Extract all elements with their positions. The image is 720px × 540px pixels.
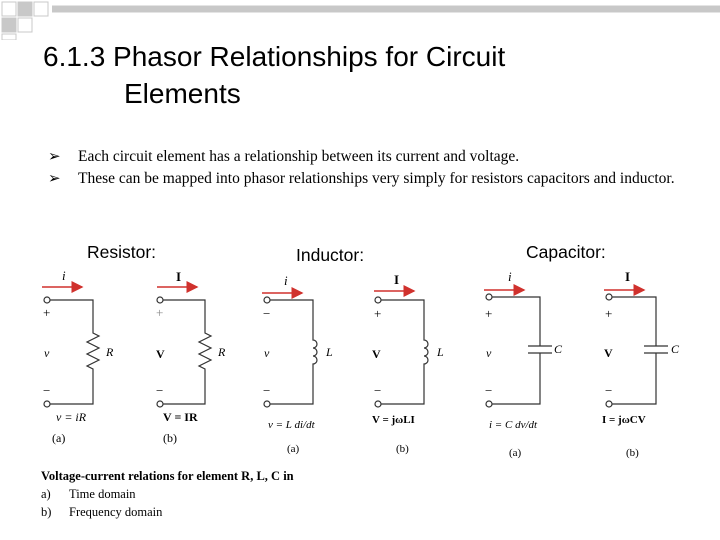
caption-item	[41, 503, 294, 521]
title-line-1: 6.1.3 Phasor Relationships for Circuit	[43, 41, 506, 72]
element-symbol: R	[218, 345, 226, 359]
resistor-label: Resistor:	[87, 242, 157, 262]
element-symbol: R	[106, 345, 114, 359]
resistor-circuit-a	[44, 297, 99, 407]
current-symbol: I	[176, 269, 182, 284]
voltage-symbol: V	[156, 347, 165, 361]
element-symbol: L	[326, 345, 333, 359]
plus-sign: +	[156, 305, 164, 320]
title-line-2: Elements	[124, 78, 241, 109]
arrow-bullet-icon: ➢	[48, 171, 61, 187]
inductor-circuit-a	[264, 297, 317, 407]
plus-sign: +	[374, 306, 382, 321]
tag: (b)	[626, 447, 639, 459]
tag: (a)	[52, 431, 66, 445]
capacitor-circuit-b	[606, 294, 668, 407]
tag: (a)	[509, 447, 522, 459]
plus-sign: +	[485, 306, 493, 321]
equation: v = iR	[56, 410, 87, 424]
minus-sign: −	[374, 383, 382, 398]
minus-sign: −	[263, 306, 271, 321]
bullet-text: These can be mapped into phasor relationships very simply for resistors capacitors and inductor.	[78, 170, 675, 187]
caption-item	[41, 485, 294, 503]
voltage-symbol: V	[604, 346, 613, 360]
resistor-circuit-b	[157, 297, 211, 407]
current-symbol: I	[394, 272, 400, 287]
inductor-circuit-b	[375, 297, 428, 407]
element-symbol: C	[671, 342, 680, 356]
equation: v = L di/dt	[268, 419, 315, 431]
element-symbol: L	[437, 345, 444, 359]
voltage-symbol: v	[486, 346, 492, 360]
caption-title: Voltage-current relations for element R, L, C in	[41, 469, 294, 483]
capacitor-label: Capacitor:	[526, 242, 606, 262]
caption-item-key: a)	[41, 487, 51, 501]
capacitor-circuit-a	[486, 294, 552, 407]
equation: V = jωLI	[372, 414, 415, 426]
caption-item-text: Time domain	[69, 487, 136, 501]
current-symbol: i	[508, 269, 512, 284]
minus-sign: −	[43, 383, 51, 398]
equation: I = jωCV	[602, 414, 646, 426]
equation: i = C dv/dt	[489, 419, 538, 431]
equation: V = IR	[163, 410, 198, 424]
arrow-bullet-icon: ➢	[48, 149, 61, 165]
tag: (b)	[163, 431, 177, 445]
current-symbol: i	[284, 273, 288, 288]
tag: (a)	[287, 443, 300, 455]
plus-sign: +	[43, 305, 51, 320]
bullet-text: Each circuit element has a relationship between its current and voltage.	[78, 148, 520, 165]
element-symbol: C	[554, 342, 563, 356]
inductor-label: Inductor:	[296, 245, 365, 265]
caption-item-key: b)	[41, 505, 52, 519]
current-symbol: I	[625, 269, 631, 284]
voltage-symbol: V	[372, 347, 381, 361]
caption-item-text: Frequency domain	[69, 505, 163, 519]
tag: (b)	[396, 443, 409, 455]
minus-sign: −	[156, 383, 164, 398]
current-symbol: i	[62, 268, 66, 283]
figure-caption	[41, 467, 294, 521]
voltage-symbol: v	[264, 346, 270, 360]
minus-sign: −	[263, 383, 271, 398]
voltage-symbol: v	[44, 346, 50, 360]
minus-sign: −	[485, 383, 493, 398]
minus-sign: −	[605, 383, 613, 398]
plus-sign: +	[605, 306, 613, 321]
